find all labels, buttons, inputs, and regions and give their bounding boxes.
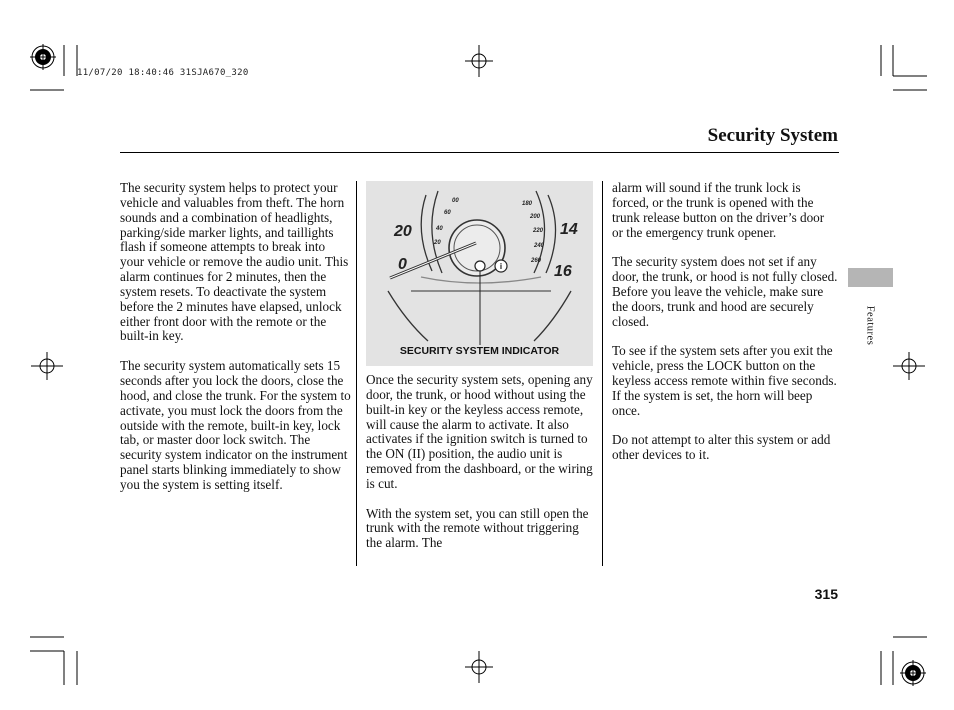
section-tab xyxy=(848,268,893,287)
title-rule xyxy=(120,152,839,153)
gauge-label: 60 xyxy=(444,210,451,216)
paragraph: Do not attempt to alter this system or add other devices to it. xyxy=(612,432,831,463)
instrument-panel-figure xyxy=(366,181,593,366)
text-column-2 xyxy=(366,373,595,566)
gauge-label: 0 xyxy=(398,256,407,273)
text-column-1 xyxy=(120,181,352,508)
gauge-label: 00 xyxy=(452,198,459,204)
text-column-3 xyxy=(612,181,838,478)
gauge-label: 220 xyxy=(533,228,544,234)
paragraph: The security system helps to protect your vehicle and valuables from theft. The horn sounds and a combination of headlights, parking/side marker lights, and taillights flash if someone attempts to break into your vehicle or remove the audio unit. This alarm continues for 2 minutes, then the system resets. To deactivate the system before the 2 minutes have elapsed, unlock either front door with the remote or the built-in key. xyxy=(120,180,349,344)
paragraph: alarm will sound if the trunk lock is forced, or the trunk is opened with the trunk release button on the driver’s door or the emergency trunk opener. xyxy=(612,180,825,240)
gauge-illustration xyxy=(366,181,593,366)
page-title: Security System xyxy=(707,125,838,146)
gauge-label: 180 xyxy=(522,201,533,207)
gauge-label: 20 xyxy=(434,240,441,246)
print-stamp: 11/07/20 18:40:46 31SJA670_320 xyxy=(77,68,249,78)
gauge-label: 20 xyxy=(394,223,412,240)
paragraph: The security system does not set if any door, the trunk, or hood is not fully closed. Before you leave the vehicle, make sure the doors, trunk and hood are securely closed. xyxy=(612,254,838,329)
paragraph: With the system set, you can still open the trunk with the remote without triggering the alarm. The xyxy=(366,505,589,551)
gauge-label: 16 xyxy=(554,263,572,280)
gauge-label: 14 xyxy=(560,221,578,238)
column-divider xyxy=(602,181,603,566)
paragraph: The security system automatically sets 15 seconds after you lock the doors, close the hood, and close the trunk. For the system to activate, you must lock the doors from the outside with the remote, built-in key, lock tab, or master door lock switch. The security system indicator on the instrument panel starts blinking immediately to show you the system is setting itself. xyxy=(120,358,351,492)
paragraph: To see if the system sets after you exit the vehicle, press the LOCK button on the keyless access remote within five seconds. If the system is set, the horn will beep once. xyxy=(612,343,837,418)
svg-text:i: i xyxy=(499,262,503,271)
gauge-label: 240 xyxy=(534,243,545,249)
section-label: Features xyxy=(864,305,876,346)
column-divider xyxy=(356,181,357,566)
page-number: 315 xyxy=(814,586,838,602)
paragraph: Once the security system sets, opening any door, the trunk, or hood without using the built-in key or the keyless access remote, will cause the alarm to activate. It also activates if the ignition switch is turned to the ON (II) position, the audio unit is removed from the dashboard, or the wiring is cut. xyxy=(366,372,593,491)
gauge-label: 260 xyxy=(531,258,542,264)
gauge-label: 40 xyxy=(436,226,443,232)
gauge-label: 200 xyxy=(530,214,541,220)
figure-caption: SECURITY SYSTEM INDICATOR xyxy=(399,345,560,357)
